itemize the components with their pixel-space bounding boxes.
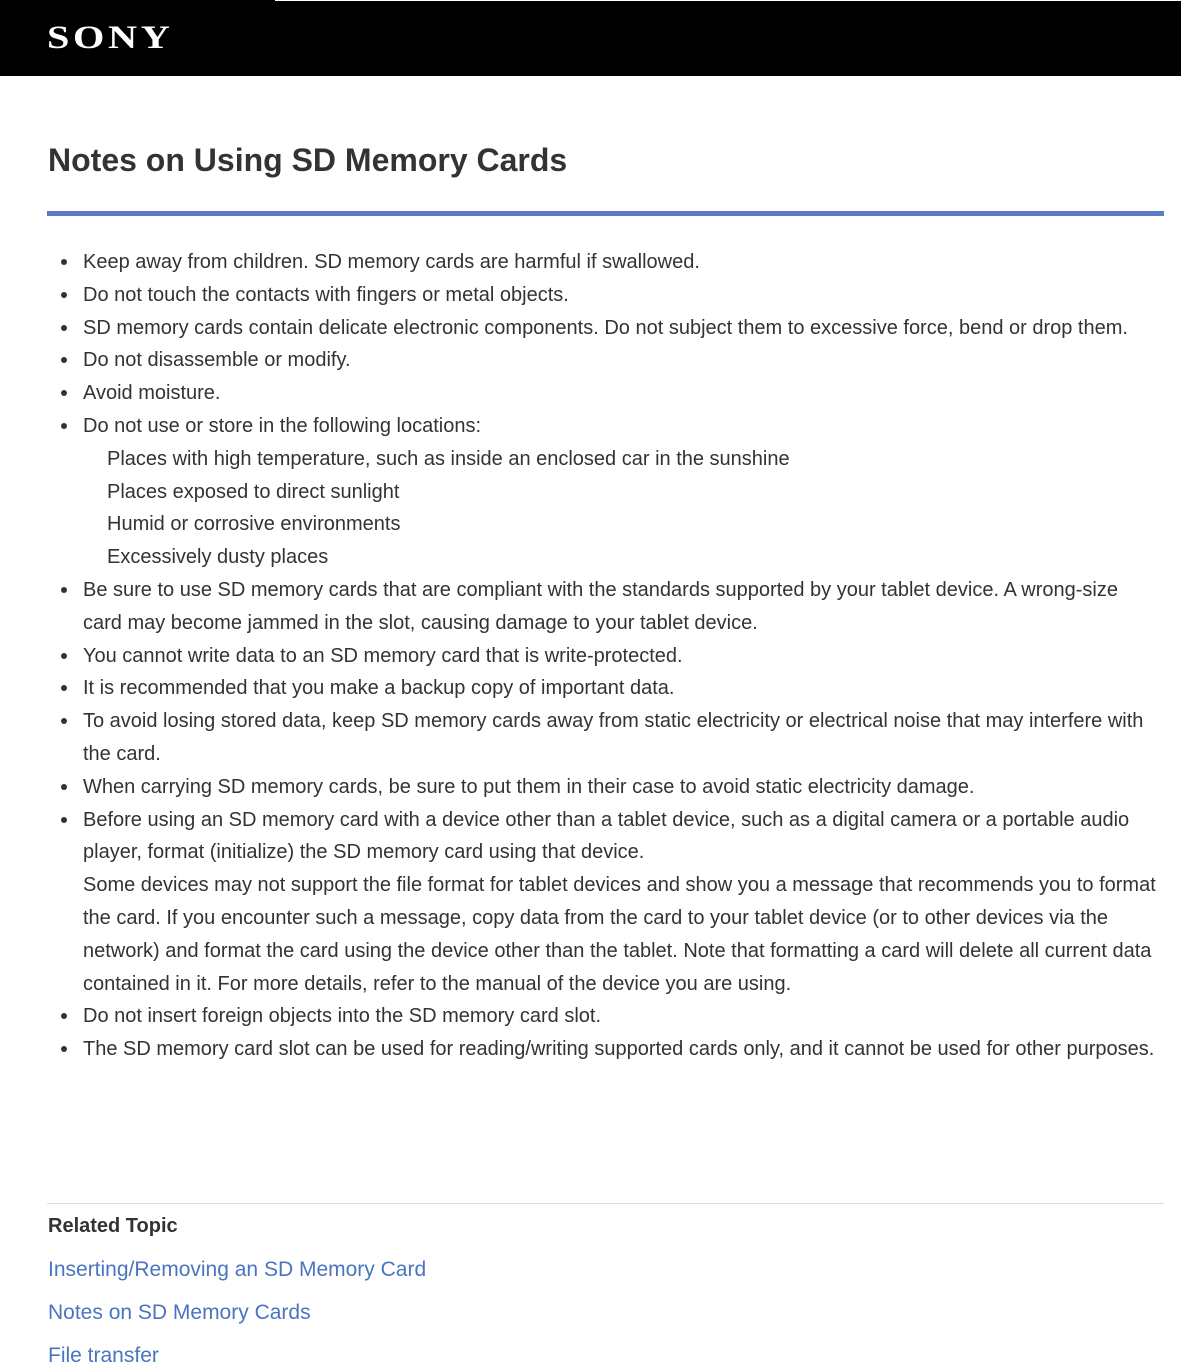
sony-logo[interactable]: SONY xyxy=(47,20,174,56)
bullet-icon xyxy=(61,259,67,265)
list-item: Do not insert foreign objects into the SD memory card slot. xyxy=(0,1000,1181,1033)
bullet-icon xyxy=(61,1046,67,1052)
list-item: It is recommended that you make a backup copy of important data. xyxy=(0,672,1181,705)
related-link-file-transfer[interactable]: File transfer xyxy=(48,1344,159,1364)
list-item: Be sure to use SD memory cards that are compliant with the standards supported by your tablet device. A wrong-size card may become jammed in the slot, causing damage to your tablet device. xyxy=(0,574,1181,640)
bullet-icon xyxy=(61,685,67,691)
title-divider xyxy=(47,211,1164,216)
list-item: Do not disassemble or modify. xyxy=(0,344,1181,377)
bullet-icon xyxy=(61,1013,67,1019)
list-item: When carrying SD memory cards, be sure to put them in their case to avoid static electricity damage. xyxy=(0,771,1181,804)
bullet-icon xyxy=(61,784,67,790)
list-item: Do not touch the contacts with fingers or metal objects. xyxy=(0,279,1181,312)
page-title: Notes on Using SD Memory Cards xyxy=(48,142,568,178)
sublist-item: Humid or corrosive environments xyxy=(107,513,401,536)
related-topic-heading: Related Topic xyxy=(48,1215,178,1237)
header-hairline xyxy=(275,0,1181,1)
bullet-icon xyxy=(61,423,67,429)
header-bar xyxy=(0,0,1181,76)
locations-sublist xyxy=(83,443,1159,574)
list-item: The SD memory card slot can be used for reading/writing supported cards only, and it cannot be used for other purposes. xyxy=(0,1033,1181,1066)
list-item: Before using an SD memory card with a device other than a tablet device, such as a digital camera or a portable audio player, format (initialize) the SD memory card using that device. Some devices may not support the file format for tablet devices and show you a message that recommends you to format the card. If you encounter such a message, copy data from the card to your tablet device (or to other devices via the network) and format the card using the device other than the tablet. Note that formatting a card will delete all current data contained in it. For more details, refer to the manual of the device you are using. xyxy=(0,804,1181,1001)
bullet-icon xyxy=(61,817,67,823)
related-divider xyxy=(47,1203,1164,1204)
sublist-item: Places exposed to direct sunlight xyxy=(107,480,400,503)
related-link-inserting-removing[interactable]: Inserting/Removing an SD Memory Card xyxy=(48,1258,427,1281)
bullet-icon xyxy=(61,357,67,363)
format-note: Some devices may not support the file format for tablet devices and show you a message that recommends you to format the card. If you encounter such a message, copy data from the card to your tablet device (or to other devices via the network) and format the card using the device other than the tablet. Note that formatting a card will delete all current data contained in it. For more details, refer to the manual of the device you are using. xyxy=(83,874,1156,995)
bullet-icon xyxy=(61,587,67,593)
list-item: You cannot write data to an SD memory card that is write-protected. xyxy=(0,640,1181,673)
sublist-item: Places with high temperature, such as inside an enclosed car in the sunshine xyxy=(107,447,790,470)
list-item: Avoid moisture. xyxy=(0,377,1181,410)
list-item: To avoid losing stored data, keep SD memory cards away from static electricity or electrical noise that may interfere with the card. xyxy=(0,705,1181,771)
list-item: Keep away from children. SD memory cards are harmful if swallowed. xyxy=(0,246,1181,279)
related-link-notes-sd[interactable]: Notes on SD Memory Cards xyxy=(48,1301,311,1324)
sublist-item: Excessively dusty places xyxy=(107,546,329,569)
list-item: SD memory cards contain delicate electronic components. Do not subject them to excessive force, bend or drop them. xyxy=(0,312,1181,345)
bullet-icon xyxy=(61,390,67,396)
bullet-icon xyxy=(61,325,67,331)
list-item: Do not use or store in the following locations: Places with high temperature, such as inside an enclosed car in the sunshine Places exposed to direct sunlight Humid or corrosive environments Excessively dusty places xyxy=(0,410,1181,574)
bullet-icon xyxy=(61,292,67,298)
notes-list xyxy=(0,246,1181,1066)
bullet-icon xyxy=(61,718,67,724)
bullet-icon xyxy=(61,653,67,659)
